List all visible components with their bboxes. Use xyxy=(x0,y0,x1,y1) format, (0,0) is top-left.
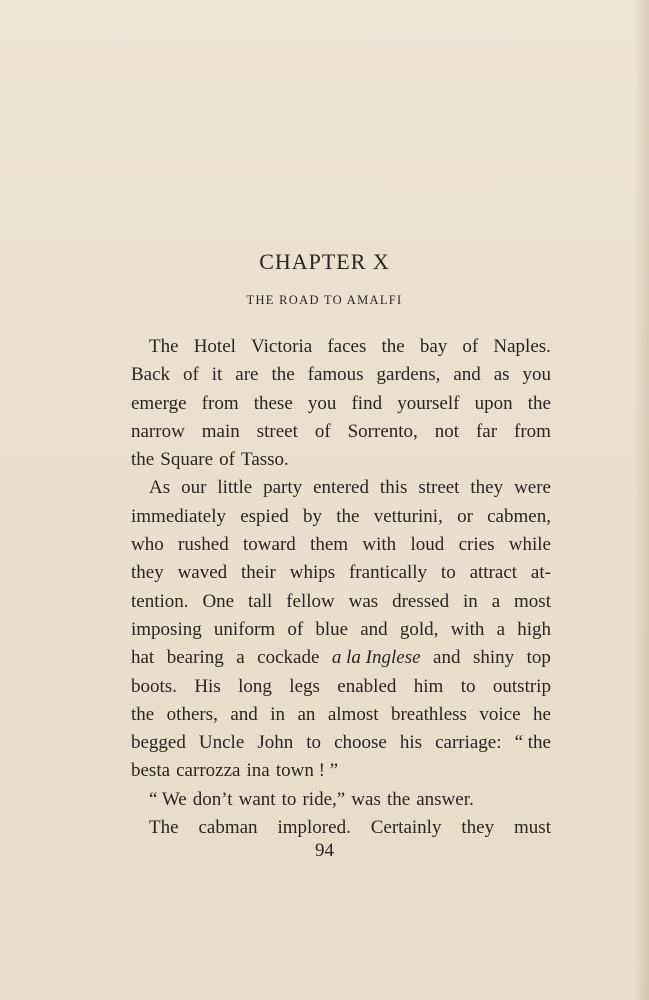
word: must xyxy=(514,817,551,839)
word: toward xyxy=(243,534,296,556)
word: shiny xyxy=(472,647,515,669)
text-line xyxy=(131,361,551,389)
word: in xyxy=(270,703,285,725)
word: with xyxy=(450,618,485,640)
word: others, xyxy=(166,703,218,725)
word: don’t xyxy=(192,788,233,810)
text-line xyxy=(131,786,551,814)
word: John xyxy=(257,732,294,754)
word: implored. xyxy=(277,817,351,839)
word: as xyxy=(493,364,510,386)
word: choose xyxy=(334,732,387,754)
word: by xyxy=(303,505,322,527)
body-text xyxy=(131,333,551,842)
word: are xyxy=(235,364,259,386)
word: The xyxy=(149,336,179,357)
word: The xyxy=(149,817,179,839)
word: main xyxy=(201,420,240,442)
word: famous xyxy=(307,364,364,386)
word: enabled xyxy=(337,675,397,697)
word: this xyxy=(379,477,408,499)
word: boots. xyxy=(131,675,177,697)
word: Square xyxy=(160,449,214,471)
word: the xyxy=(271,364,295,386)
page-number: 94 xyxy=(315,840,334,861)
word: rushed xyxy=(178,534,229,556)
word: at- xyxy=(530,562,551,584)
word: As xyxy=(149,477,171,499)
text-line xyxy=(131,474,551,502)
word: high xyxy=(517,618,551,640)
word: imposing xyxy=(131,618,202,640)
word: hat xyxy=(131,647,155,669)
word: faces xyxy=(327,336,367,357)
word: ride,” xyxy=(302,788,346,810)
word: Victoria xyxy=(251,336,313,357)
word: they xyxy=(470,477,504,499)
word: our xyxy=(181,477,207,499)
word: “ We xyxy=(149,788,187,810)
word: vetturini, xyxy=(373,505,443,527)
word: carrozza xyxy=(176,760,241,782)
word: narrow xyxy=(131,420,185,442)
word: the xyxy=(131,703,155,725)
word: his xyxy=(399,732,423,754)
word: them xyxy=(310,534,349,556)
word: ina xyxy=(246,760,270,782)
word: gardens, xyxy=(376,364,441,386)
word: top xyxy=(526,647,551,669)
word: the xyxy=(527,392,551,414)
word: most xyxy=(514,590,551,612)
word: upon xyxy=(474,392,513,414)
word: yourself xyxy=(397,392,460,414)
word: Certainly xyxy=(370,817,442,839)
word: voice xyxy=(479,703,521,725)
word: immediately xyxy=(131,505,226,527)
word: was xyxy=(351,788,381,810)
word: loud xyxy=(410,534,445,556)
word: an xyxy=(297,703,316,725)
word: His xyxy=(194,675,221,697)
word: “ the xyxy=(514,732,551,754)
word: and xyxy=(360,618,388,640)
word: legs xyxy=(289,675,320,697)
word: tention. xyxy=(131,590,189,612)
word: waved xyxy=(177,562,228,584)
word: the xyxy=(336,505,360,527)
word: not xyxy=(434,420,460,442)
word: party xyxy=(263,477,303,499)
text-line xyxy=(131,814,551,842)
word: begged xyxy=(131,732,186,754)
text-line xyxy=(131,673,551,701)
word: from xyxy=(514,420,551,442)
word: they xyxy=(461,817,495,839)
word: attract xyxy=(469,562,518,584)
word: carriage: xyxy=(435,732,502,754)
word: these xyxy=(253,392,293,414)
word: dressed xyxy=(392,590,450,612)
word: of xyxy=(287,618,304,640)
word: they xyxy=(131,562,164,584)
chapter-subtitle: THE ROAD TO AMALFI xyxy=(246,293,403,307)
word: their xyxy=(241,562,276,584)
text-line xyxy=(131,701,551,729)
word: besta xyxy=(131,760,171,782)
word: find xyxy=(351,392,383,414)
word: Hotel xyxy=(193,336,236,357)
word: almost xyxy=(327,703,379,725)
word: Back xyxy=(131,364,171,386)
word: entered xyxy=(313,477,369,499)
text-line xyxy=(131,559,551,587)
word: street xyxy=(256,420,298,442)
word: town ! ” xyxy=(275,760,339,782)
word: from xyxy=(201,392,239,414)
word: to xyxy=(460,675,476,697)
word: to xyxy=(306,732,322,754)
word: want xyxy=(238,788,276,810)
word: whips xyxy=(289,562,336,584)
word: cabmen, xyxy=(487,505,551,527)
word: was xyxy=(348,590,379,612)
word: to xyxy=(281,788,297,810)
text-line xyxy=(131,418,551,446)
word: the xyxy=(381,336,405,357)
word: bay xyxy=(419,336,448,357)
word: him xyxy=(413,675,444,697)
word: a la Inglese xyxy=(331,647,421,669)
word: of xyxy=(183,364,199,386)
word: of xyxy=(462,336,479,357)
word: street xyxy=(418,477,460,499)
word: far xyxy=(475,420,498,442)
word: little xyxy=(217,477,253,499)
word: you xyxy=(307,392,337,414)
word: uniform xyxy=(213,618,276,640)
word: espied xyxy=(240,505,289,527)
text-line xyxy=(131,757,551,785)
word: emerge xyxy=(131,392,187,414)
word: cabman xyxy=(198,817,258,839)
text-line xyxy=(131,390,551,418)
word: a xyxy=(236,647,245,669)
word: a xyxy=(491,590,501,612)
chapter-title: CHAPTER X xyxy=(259,249,390,274)
word: Sorrento, xyxy=(347,420,418,442)
word: with xyxy=(362,534,397,556)
word: bearing xyxy=(166,647,224,669)
word: Tasso. xyxy=(241,449,289,471)
word: tall xyxy=(248,590,273,612)
text-line xyxy=(131,503,551,531)
text-line xyxy=(131,644,551,672)
word: answer. xyxy=(416,788,474,810)
word: you xyxy=(522,364,551,386)
word: of xyxy=(314,420,331,442)
text-line xyxy=(131,333,551,361)
text-line xyxy=(131,616,551,644)
word: cockade xyxy=(257,647,320,669)
word: were xyxy=(514,477,551,499)
word: and xyxy=(453,364,481,386)
word: breathless xyxy=(390,703,467,725)
word: to xyxy=(440,562,456,584)
word: frantically xyxy=(348,562,428,584)
word: and xyxy=(230,703,258,725)
word: who xyxy=(131,534,164,556)
word: while xyxy=(508,534,551,556)
word: Uncle xyxy=(198,732,245,754)
word: One xyxy=(202,590,235,612)
text-line xyxy=(131,588,551,616)
word: it xyxy=(211,364,223,386)
word: long xyxy=(238,675,272,697)
word: in xyxy=(463,590,478,612)
word: and xyxy=(433,647,461,669)
word: the xyxy=(386,788,411,810)
text-line xyxy=(131,446,551,474)
word: cries xyxy=(458,534,495,556)
word: a xyxy=(496,618,505,640)
word: or xyxy=(457,505,473,527)
word: blue xyxy=(315,618,349,640)
word: Naples. xyxy=(493,336,551,357)
word: fellow xyxy=(286,590,335,612)
text-line xyxy=(131,729,551,757)
word: outstrip xyxy=(492,675,551,697)
word: of xyxy=(219,449,235,471)
word: the xyxy=(131,449,155,471)
word: gold, xyxy=(399,618,439,640)
word: he xyxy=(533,703,551,725)
text-line xyxy=(131,531,551,559)
